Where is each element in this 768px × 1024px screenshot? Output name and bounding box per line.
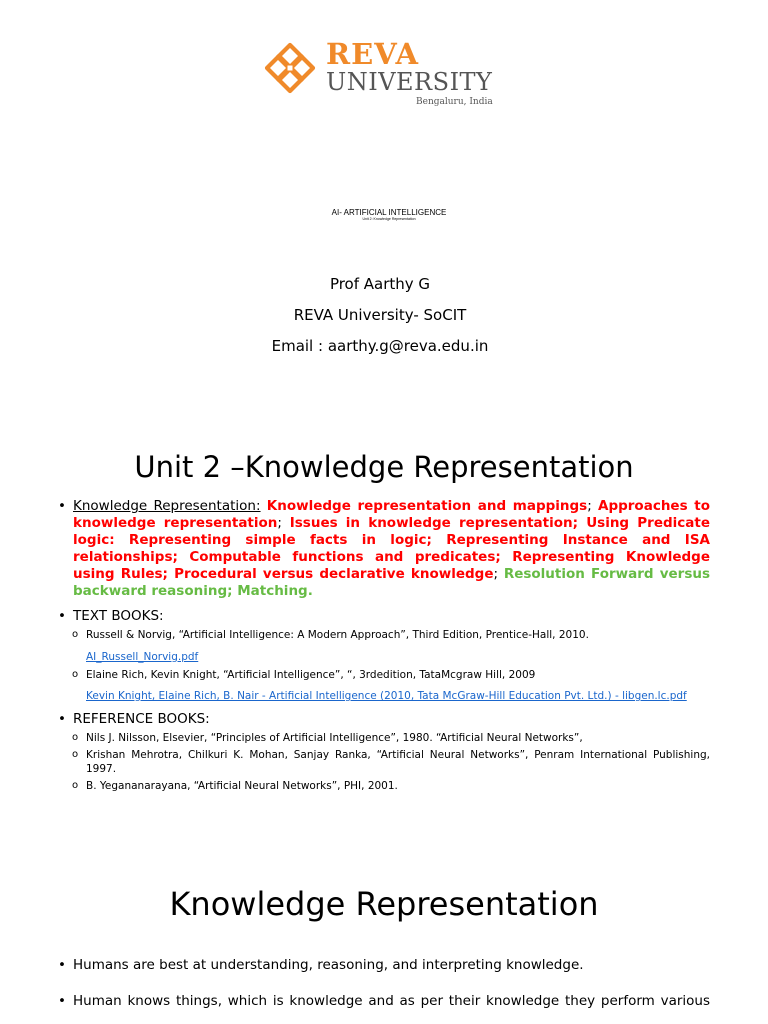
topic-run-2: ; xyxy=(587,498,598,514)
textbook-link-row xyxy=(58,645,710,664)
topic-run-4: ; xyxy=(277,515,290,531)
textbooks-heading: • TEXT BOOKS: xyxy=(58,608,710,625)
professor-name: Prof Aarthy G xyxy=(329,275,431,293)
reva-knot-icon xyxy=(264,42,316,94)
topic-run-6: ; xyxy=(493,566,504,582)
unit-title: Unit 2 –Knowledge Representation xyxy=(134,450,634,484)
reference-item: o Nils J. Nilsson, Elsevier, “Principles of Artificial Intelligence”, 1980. “Artificial Neural Networks”, xyxy=(58,731,710,745)
affiliation: REVA University- SoCIT xyxy=(293,306,467,324)
kr-bullet: • Humans are best at understanding, reasoning, and interpreting knowledge. xyxy=(58,957,710,974)
topic-run-5: Issues in knowledge representation; Using Predicate logic: Representing simple facts in logic; Representing Instance and ISA relationships; Computable functions and predicates; Representing Knowledge using Rules; Procedural versus declarative knowledge xyxy=(73,515,710,582)
topic-run-7: Resolution Forward versus backward reasoning; Matching. xyxy=(73,566,711,599)
reference-heading: • REFERENCE BOOKS: xyxy=(58,711,710,728)
syllabus-list xyxy=(58,498,710,793)
kr-bullets xyxy=(58,957,710,1010)
logo-university-text: UNIVERSITY xyxy=(326,68,493,96)
course-unit: Unit 2: Knowledge Representation xyxy=(362,217,416,221)
topic-run-1: Knowledge representation and mappings xyxy=(266,498,588,514)
textbook-item: o Elaine Rich, Kevin Knight, “Artificial Intelligence”, “, 3rdedition, TataMcgraw Hill, 2009 xyxy=(58,668,710,682)
textbook-link[interactable]: Kevin Knight, Elaine Rich, B. Nair - Artificial Intelligence (2010, Tata McGraw-Hill Education Pvt. Ltd.) - libgen.lc.pdf xyxy=(86,690,687,702)
textbook-link[interactable]: AI_Russell_Norvig.pdf xyxy=(86,651,199,663)
textbooks-list xyxy=(58,628,710,703)
reference-list xyxy=(58,731,710,793)
cover-slide xyxy=(0,0,768,420)
textbook-item: o Russell & Norvig, “Artificial Intelligence: A Modern Approach”, Third Edition, Prentice-Hall, 2010. xyxy=(58,628,710,642)
reva-logo xyxy=(264,38,504,110)
logo-reva-text: REVA xyxy=(326,37,419,71)
topic-run-3: Approaches to knowledge representation xyxy=(73,498,710,531)
textbook-link-row xyxy=(58,684,710,703)
course-title: AI- ARTIFICIAL INTELLIGENCE xyxy=(331,208,447,217)
email: Email : aarthy.g@reva.edu.in xyxy=(271,337,489,355)
logo-location: Bengaluru, India xyxy=(416,97,493,107)
reference-item: o Krishan Mehrotra, Chilkuri K. Mohan, Sanjay Ranka, “Artificial Neural Networks”, Penram International Publishing, 1997. xyxy=(58,748,710,776)
reference-item: o B. Yegananarayana, “Artificial Neural Networks”, PHI, 2001. xyxy=(58,779,710,793)
kr-bullet: • Human knows things, which is knowledge and as per their knowledge they perform various xyxy=(58,993,710,1010)
topic-label: Knowledge Representation: xyxy=(73,498,261,514)
topics-bullet xyxy=(58,498,710,600)
kr-title: Knowledge Representation xyxy=(169,885,599,923)
